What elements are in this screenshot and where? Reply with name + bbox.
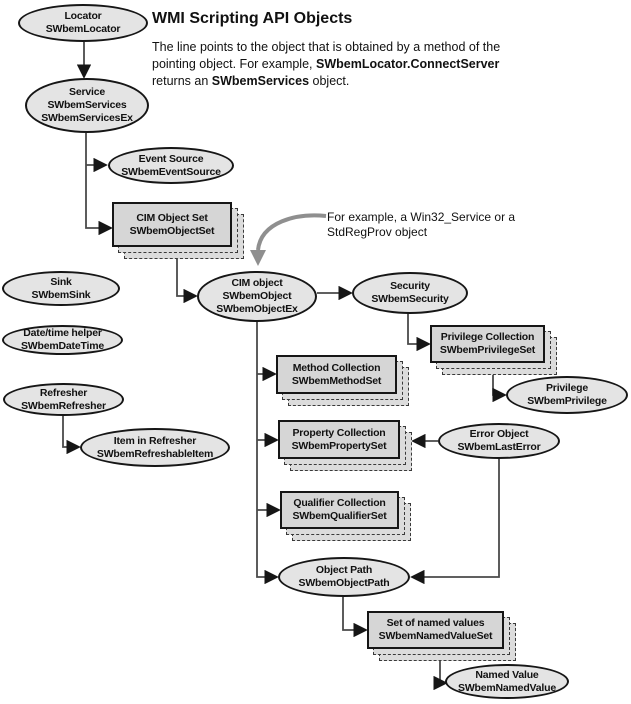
node-security xyxy=(352,272,468,314)
node-qualifier-collection-class: SWbemQualifierSet xyxy=(292,510,387,522)
node-object-path-label: Object Path xyxy=(315,564,373,576)
description xyxy=(152,39,562,90)
node-privilege-collection-label: Privilege Collection xyxy=(440,331,535,343)
node-named-value-label: Named Value xyxy=(475,668,539,681)
edge-security-privilegeset xyxy=(408,313,428,344)
node-property-collection-class: SWbemPropertySet xyxy=(291,439,387,452)
node-service-class2: SWbemServicesEx xyxy=(41,112,133,124)
node-named-value-set-class: SWbemNamedValueSet xyxy=(378,630,493,642)
node-security-class: SWbemSecurity xyxy=(371,293,449,305)
edge-service-cimobjectset xyxy=(86,133,110,228)
node-sink-class: SWbemSink xyxy=(31,288,91,301)
node-cim-object-label: CIM object xyxy=(231,277,283,289)
node-refresher-class: SWbemRefresher xyxy=(21,399,106,412)
node-item-in-refresher-label: Item in Refresher xyxy=(113,434,197,447)
node-event-source xyxy=(108,147,234,184)
node-object-path-class: SWbemObjectPath xyxy=(298,577,390,589)
node-datetime-helper-class: SWbemDateTime xyxy=(21,340,104,352)
node-method-collection-class: SWbemMethodSet xyxy=(291,374,382,387)
node-method-collection xyxy=(276,355,397,394)
node-datetime-helper-label: Date/time helper xyxy=(23,327,102,339)
node-property-collection-label: Property Collection xyxy=(292,426,386,439)
node-sink-label: Sink xyxy=(50,275,72,288)
node-locator-label: Locator xyxy=(64,10,102,22)
description-line3: returns an xyxy=(152,74,212,88)
node-error-object-class: SWbemLastError xyxy=(457,441,541,453)
node-event-source-class: SWbemEventSource xyxy=(121,165,221,178)
callout-arrow xyxy=(250,215,326,266)
edge-privilegeset-privilege xyxy=(493,375,504,395)
node-sink xyxy=(2,271,120,306)
callout-line1: For example, a Win32_Service or a xyxy=(327,210,516,224)
callout-annotation xyxy=(327,210,515,240)
description-line2-bold: SWbemLocator.ConnectServer xyxy=(315,57,500,71)
node-method-collection-label: Method Collection xyxy=(292,361,381,374)
node-item-in-refresher xyxy=(80,428,230,467)
node-named-value-set xyxy=(367,611,504,649)
node-privilege-collection xyxy=(430,325,545,363)
node-refresher xyxy=(3,383,124,416)
node-property-collection xyxy=(278,420,400,459)
edge-refresher-refreshableitem xyxy=(63,416,78,447)
node-cim-object-set-class: SWbemObjectSet xyxy=(129,224,215,237)
node-cim-object-set xyxy=(112,202,232,247)
node-cim-object-class2: SWbemObjectEx xyxy=(216,303,298,315)
node-service-class: SWbemServices xyxy=(47,99,127,111)
node-qualifier-collection xyxy=(280,491,399,529)
page-title: WMI Scripting API Objects xyxy=(152,10,353,27)
node-event-source-label: Event Source xyxy=(138,152,204,165)
node-locator xyxy=(18,4,148,42)
description-line3-end: object. xyxy=(309,74,350,88)
edge-objectpath-namedvalueset xyxy=(343,597,365,630)
node-cim-object-set-label: CIM Object Set xyxy=(136,211,208,224)
node-named-value xyxy=(445,664,569,699)
node-qualifier-collection-label: Qualifier Collection xyxy=(293,497,386,509)
node-item-in-refresher-class: SWbemRefreshableItem xyxy=(96,447,214,460)
node-privilege-label: Privilege xyxy=(546,382,588,394)
node-cim-object-class: SWbemObject xyxy=(222,290,292,302)
node-error-object xyxy=(438,423,560,459)
node-object-path xyxy=(278,557,410,597)
node-named-value-set-label: Set of named values xyxy=(386,617,485,629)
edge-cimobject-objectpath xyxy=(257,321,276,577)
node-named-value-class: SWbemNamedValue xyxy=(458,681,556,694)
edge-errorobject-objectpath xyxy=(413,459,499,577)
node-error-object-label: Error Object xyxy=(469,428,529,440)
node-locator-class: SWbemLocator xyxy=(45,23,121,35)
node-security-label: Security xyxy=(390,280,430,292)
description-line3-bold: SWbemServices xyxy=(211,74,310,88)
callout-line2: StdRegProv object xyxy=(327,225,428,239)
node-privilege-class: SWbemPrivilege xyxy=(527,395,607,407)
node-privilege-collection-class: SWbemPrivilegeSet xyxy=(439,344,536,356)
node-datetime-helper xyxy=(2,325,123,355)
node-service-label: Service xyxy=(69,86,105,98)
node-privilege xyxy=(506,376,628,414)
description-line1: The line points to the object that is obtained by a method of the xyxy=(152,40,501,54)
node-refresher-label: Refresher xyxy=(39,386,88,399)
node-service xyxy=(25,78,149,133)
node-cim-object xyxy=(197,271,317,322)
description-line2: pointing object. For example, xyxy=(152,57,316,71)
